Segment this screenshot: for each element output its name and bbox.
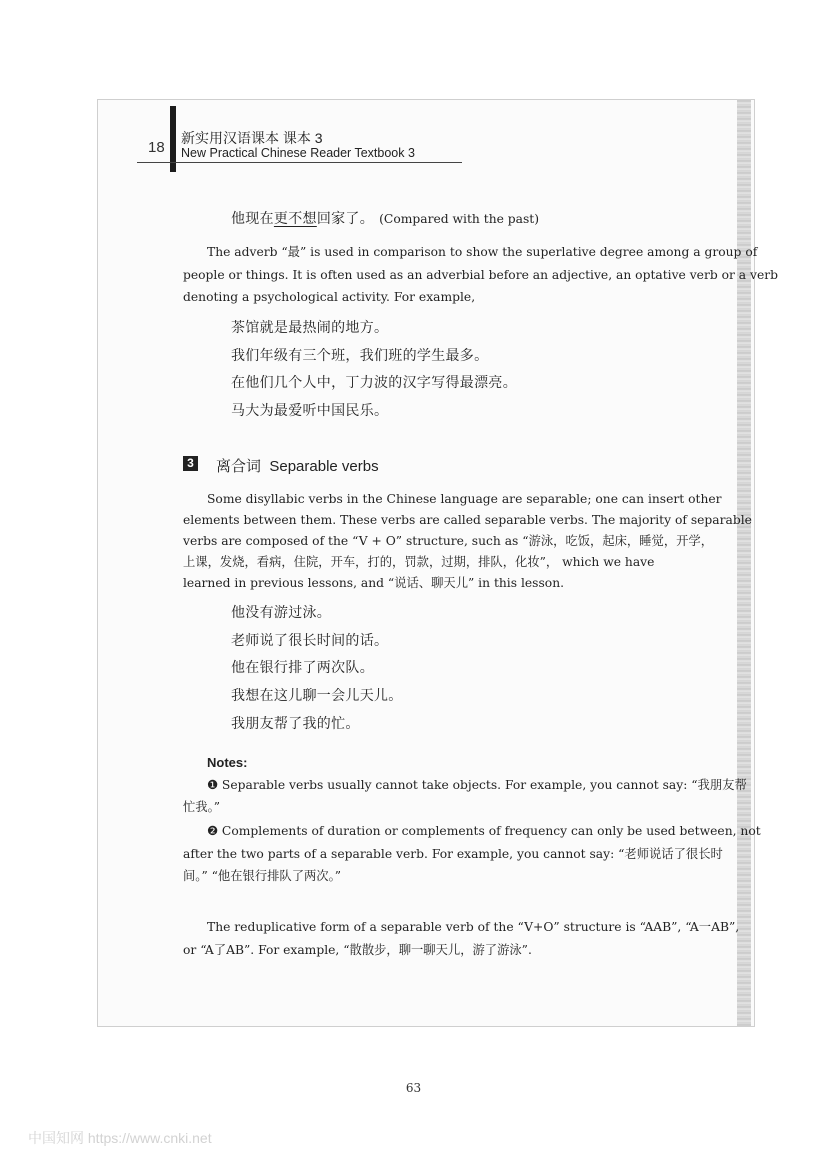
section-title-en: Separable verbs [269,458,379,475]
note-2-line: after the two parts of a separable verb. For example, you cannot say: “老师说话了很长时 [183,847,723,861]
zui-paragraph-line: The adverb “最” is used in comparison to show the superlative degree among a group of [207,245,758,259]
sep-paragraph-line: verbs are composed of the “V + O” structure, such as “游泳，吃饭，起床，睡觉，开学， [183,534,714,548]
section-title [216,455,379,476]
sep-example: 老师说了很长时间的话。 [231,633,389,649]
note-1-line: ❶ Separable verbs usually cannot take objects. For example, you cannot say: “我朋友帮 [207,778,747,792]
sep-paragraph-line: Some disyllabic verbs in the Chinese language are separable; one can insert other [207,492,722,506]
note-2-line: 间。” “他在银行排队了两次。” [183,869,342,883]
cnki-watermark: 中国知网 https://www.cnki.net [28,1130,212,1146]
header-title-en: New Practical Chinese Reader Textbook 3 [181,146,415,160]
page-bottom-number: 63 [405,1081,422,1095]
zui-example: 茶馆就是最热闹的地方。 [231,320,389,336]
header-title-cn: 新实用汉语课本 课本 3 [181,130,323,146]
section-title-cn: 离合词 [216,458,262,475]
zui-paragraph-line: people or things. It is often used as an adverbial before an adjective, an optative verb or a verb [183,268,779,282]
sep-example: 他在银行排了两次队。 [231,660,374,676]
sep-paragraph-line: learned in previous lessons, and “说话、聊天儿” in this lesson. [183,576,565,590]
zui-example: 我们年级有三个班，我们班的学生最多。 [231,348,489,364]
sep-paragraph-line: 上课，发烧，看病，住院，开车，打的，罚款，过期，排队，化妆”， which we have [183,555,655,569]
top-example-underlined: 更不想 [273,211,317,227]
sep-example: 我想在这儿聊一会儿天儿。 [231,688,403,704]
zui-paragraph-line: denoting a psychological activity. For example, [183,290,476,304]
sep-example: 他没有游过泳。 [231,605,332,621]
header-page-number: 18 [148,139,165,156]
top-example-post: 回家了。 [316,211,375,227]
redup-paragraph-line: or “A了AB”. For example, “散散步，聊一聊天儿，游了游泳”. [183,943,532,957]
section-number-badge: 3 [183,456,198,471]
page-edge-shadow [737,99,751,1026]
zui-example: 在他们几个人中，丁力波的汉字写得最漂亮。 [231,375,517,391]
note-2-line: ❷ Complements of duration or complements of frequency can only be used between, not [207,824,761,838]
notes-title: Notes: [207,755,248,770]
note-1-line: 忙我。” [183,800,221,814]
top-example-note: (Compared with the past) [379,212,540,226]
redup-paragraph-line: The reduplicative form of a separable verb of the “V+O” structure is “AAB”, “A一AB”, [207,920,740,934]
sep-example: 我朋友帮了我的忙。 [231,716,360,732]
top-example [231,208,539,229]
zui-example: 马大为最爱听中国民乐。 [231,403,389,419]
sep-paragraph-line: elements between them. These verbs are called separable verbs. The majority of separable [183,513,752,527]
header-rule [137,162,462,163]
top-example-pre: 他现在 [231,211,274,227]
